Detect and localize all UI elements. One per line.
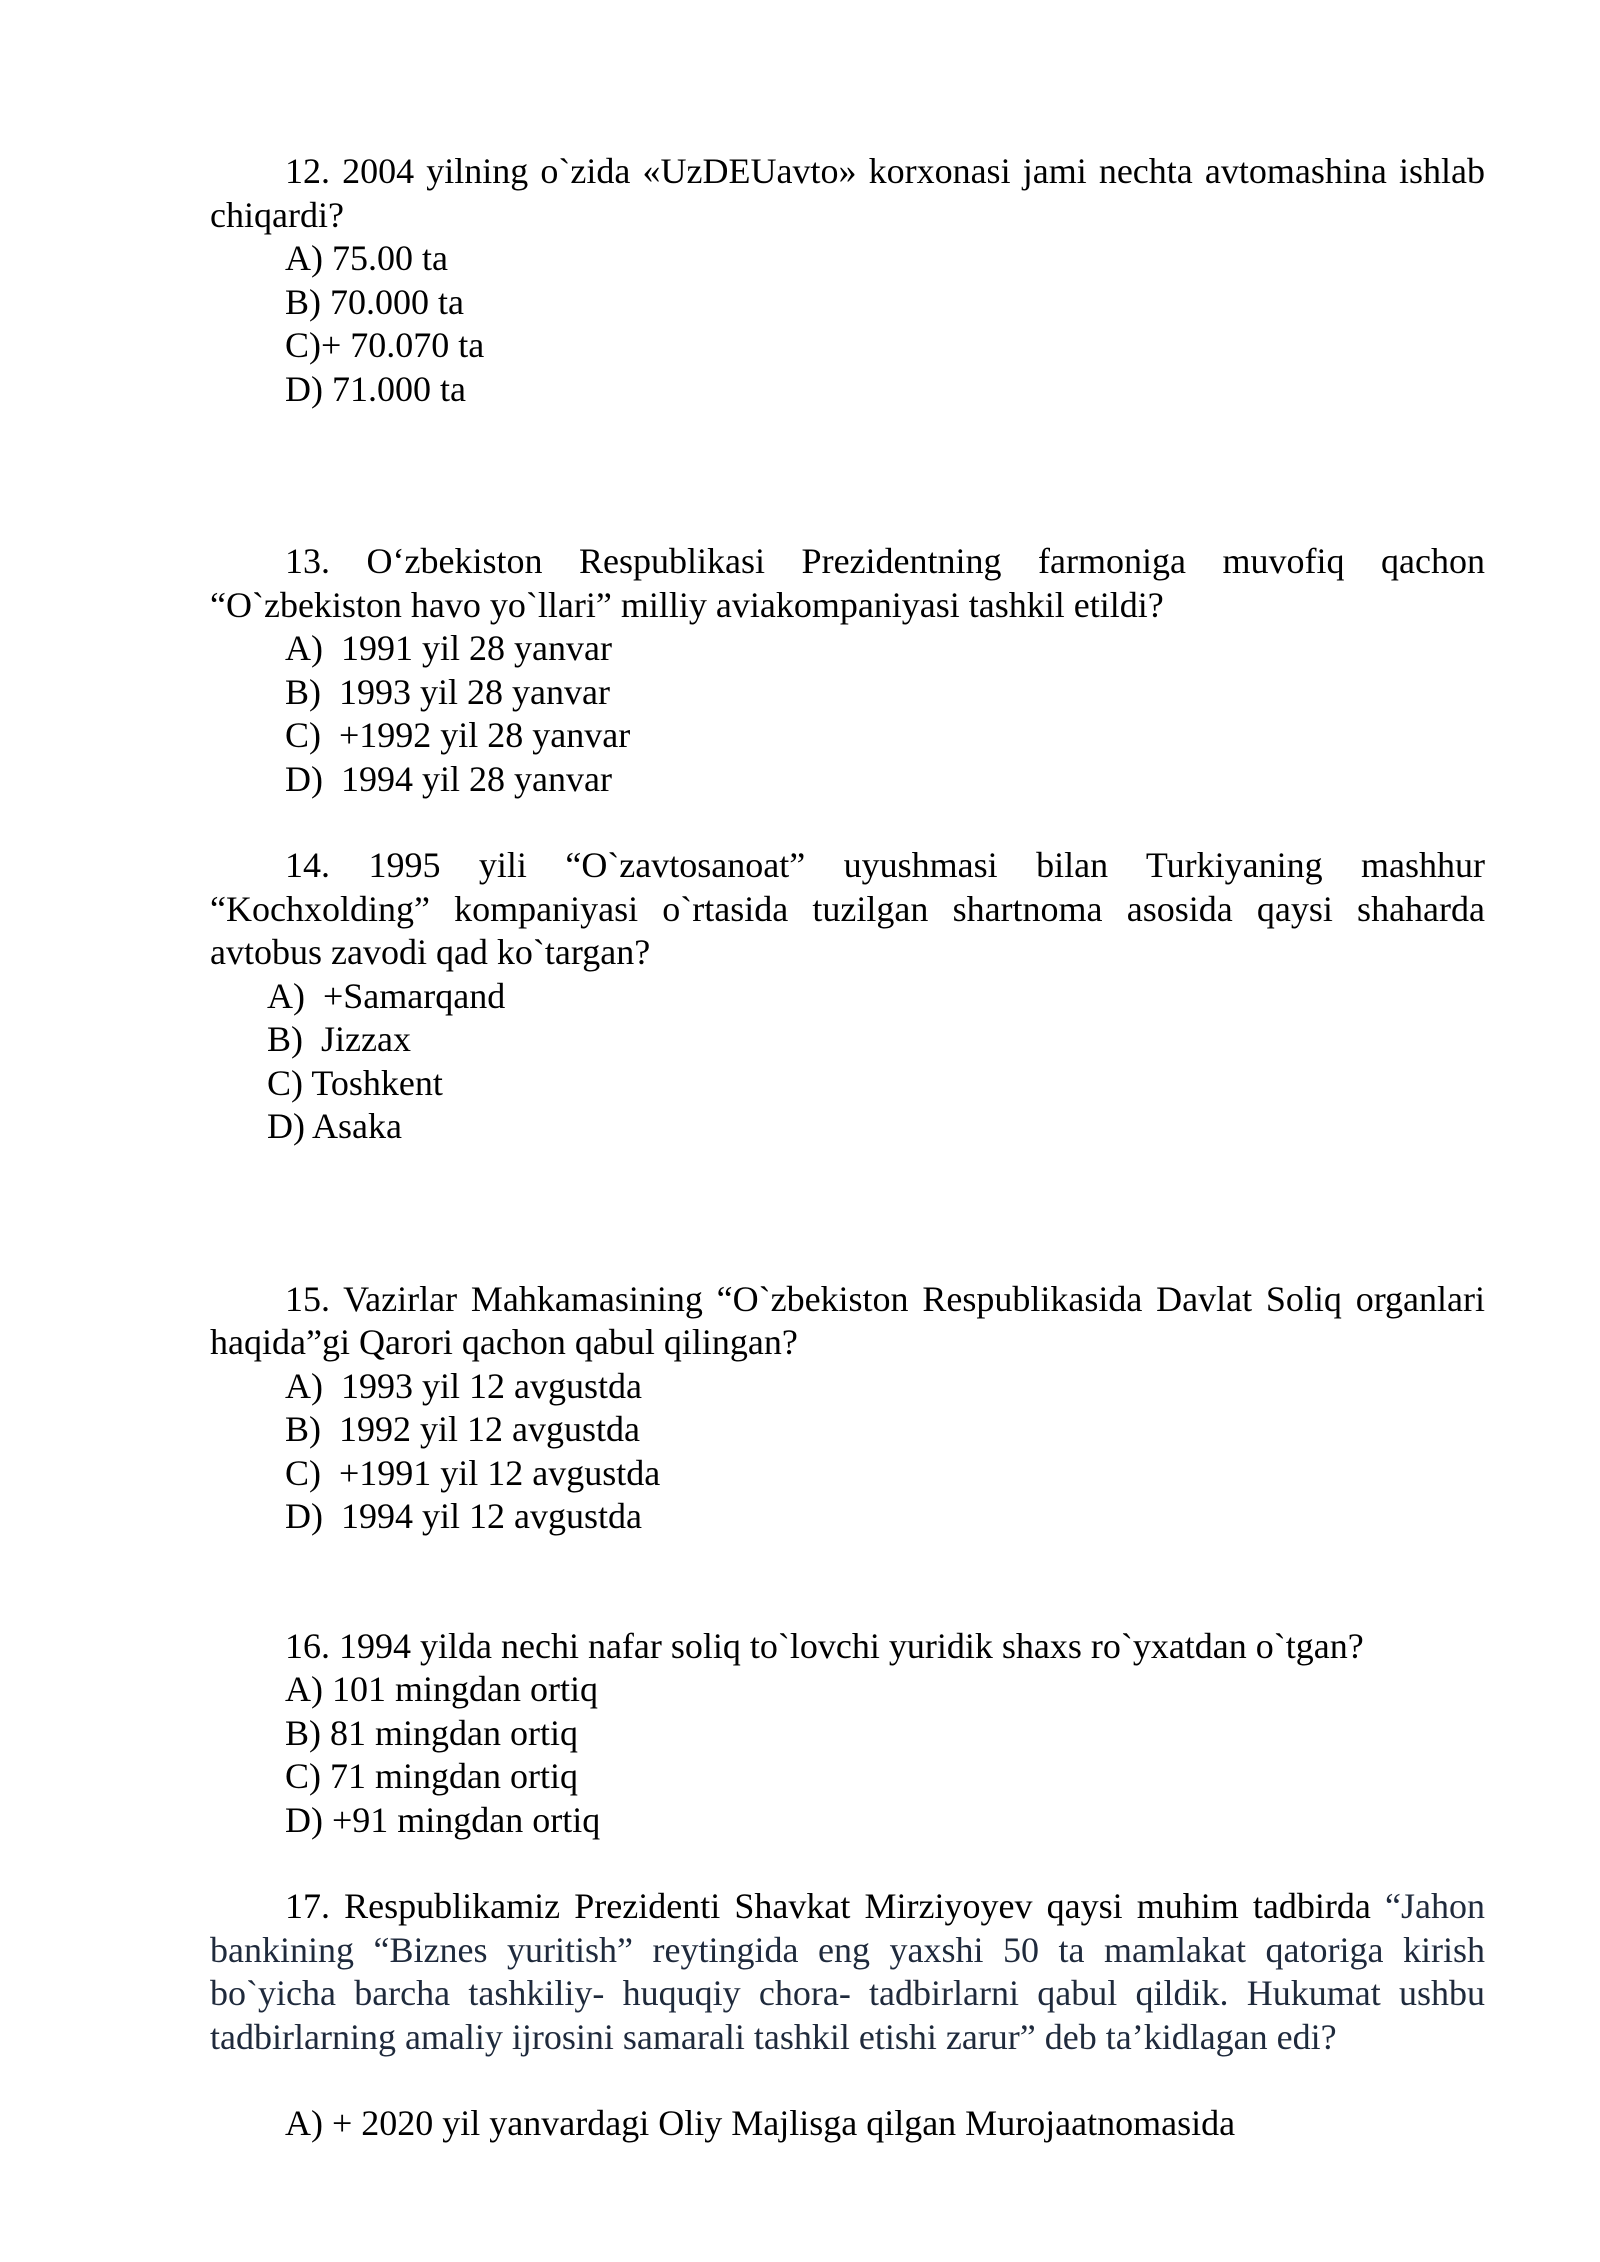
- question-13: [210, 540, 1485, 801]
- option-c: C) +1992 yil 28 yanvar: [285, 715, 631, 755]
- question-16: [210, 1625, 1485, 1843]
- option-d: D) Asaka: [267, 1106, 402, 1146]
- option-b: B) 1992 yil 12 avgustda: [285, 1409, 640, 1449]
- option-d: D) 1994 yil 12 avgustda: [285, 1496, 642, 1536]
- question-quote: “Jahon bankining “Biznes yuritish” reytingida eng yaxshi 50 ta mamlakat qatoriga kirish bo`yicha barcha tashkiliy- huquqiy chora- tadbirlarni qabul qildik. Hukumat ushbu tadbirlarning amaliy ijrosini samarali tashkil etishi zarur” deb ta’kidlagan edi?: [210, 1886, 1485, 2057]
- options-list: [210, 975, 1485, 1149]
- option-a: A) +Samarqand: [267, 975, 506, 1016]
- question-15: [210, 1278, 1485, 1539]
- question-text: 15. Vazirlar Mahkamasining “O`zbekiston Respublikasida Davlat Soliq organlari haqida”gi Qarori qachon qabul qilingan?: [210, 1278, 1485, 1362]
- option-a: A) 1993 yil 12 avgustda: [285, 1365, 642, 1406]
- option-b: B) Jizzax: [267, 1019, 411, 1059]
- question-14: [210, 844, 1485, 1149]
- question-text-start: 17. Respublikamiz Prezidenti Shavkat Mirziyoyev qaysi muhim tadbirda: [285, 1886, 1371, 1926]
- question-text: 14. 1995 yili “O`zavtosanoat” uyushmasi bilan Turkiyaning mashhur “Kochxolding” kompaniyasi o`rtasida tuzilgan shartnoma asosida qaysi shaharda avtobus zavodi qad ko`targan?: [210, 845, 1485, 972]
- question-text: [210, 1885, 1485, 2059]
- option-a: A) 1991 yil 28 yanvar: [285, 628, 612, 668]
- option-c: C) 71 mingdan ortiq: [285, 1756, 578, 1796]
- options-list: [210, 1668, 1485, 1842]
- options-list: [210, 627, 1485, 801]
- question-12: [210, 150, 1485, 411]
- option-a: A) 75.00 ta: [285, 238, 448, 278]
- option-c: C)+ 70.070 ta: [285, 325, 485, 365]
- option-b: B) 1993 yil 28 yanvar: [285, 671, 610, 712]
- option-c: C) +1991 yil 12 avgustda: [285, 1452, 661, 1493]
- options-list: [210, 1365, 1485, 1539]
- option-a: A) 101 mingdan ortiq: [285, 1669, 598, 1709]
- option-b: B) 70.000 ta: [285, 281, 464, 322]
- options-list: [210, 237, 1485, 411]
- question-17: [210, 1885, 1485, 2146]
- options-list: [210, 2102, 1485, 2146]
- question-text: 16. 1994 yilda nechi nafar soliq to`lovchi yuridik shaxs ro`yxatdan o`tgan?: [285, 1625, 1364, 1666]
- option-d: D) 71.000 ta: [285, 368, 466, 409]
- document-page: [210, 150, 1485, 2146]
- option-a: A) + 2020 yil yanvardagi Oliy Majlisga qilgan Murojaatnomasida: [285, 2103, 1236, 2143]
- option-b: B) 81 mingdan ortiq: [285, 1712, 578, 1753]
- option-d: D) 1994 yil 28 yanvar: [285, 758, 612, 799]
- question-text: 12. 2004 yilning o`zida «UzDEUavto» korxonasi jami nechta avtomashina ishlab chiqardi?: [210, 151, 1485, 235]
- option-c: C) Toshkent: [267, 1062, 443, 1103]
- option-d: D) +91 mingdan ortiq: [285, 1799, 601, 1840]
- question-text: 13. O‘zbekiston Respublikasi Prezidentning farmoniga muvofiq qachon “O`zbekiston havo yo`llari” milliy aviakompaniyasi tashkil etildi?: [210, 541, 1485, 625]
